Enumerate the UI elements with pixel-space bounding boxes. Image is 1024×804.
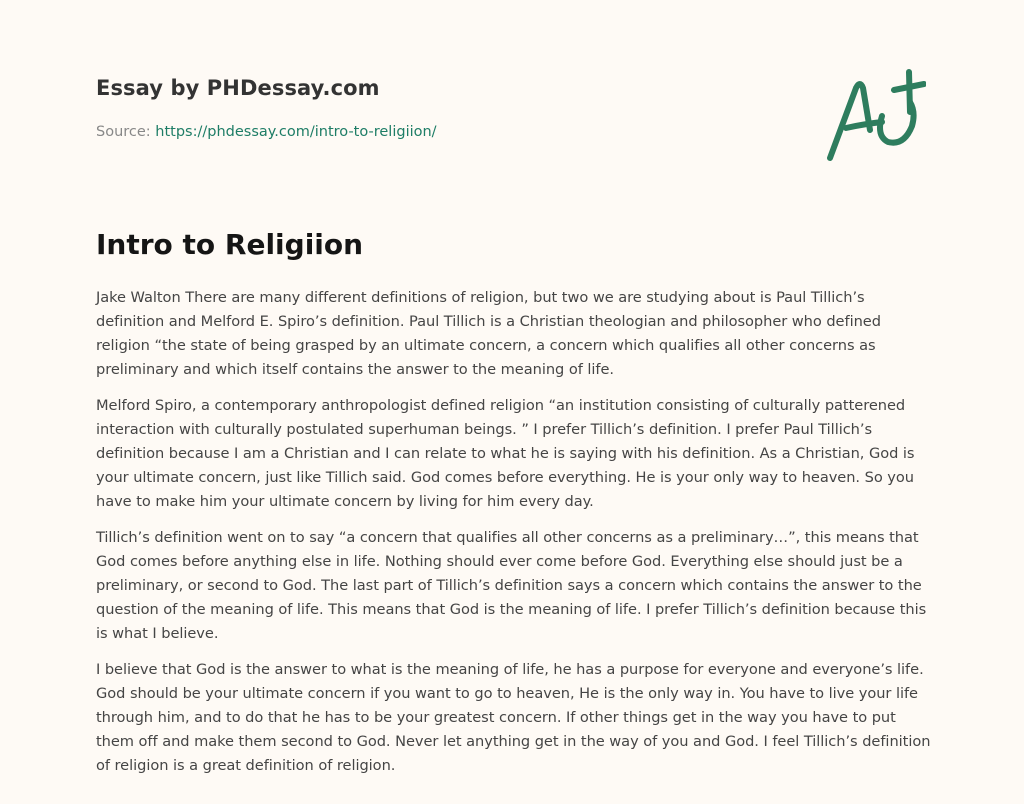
source-label: Source: <box>96 124 151 140</box>
source-line <box>96 124 437 140</box>
essay-paragraph-2: Melford Spiro, a contemporary anthropologist defined religion “an institution consisting of culturally patterened interaction with culturally postulated superhuman beings. ” I prefer Tillich’s definition. I prefer Paul Tillich’s definition because I am a Christian and I can relate to what he is saying with his definition. As a Christian, God is your ultimate concern, just like Tillich said. God comes before everything. He is your only way to heaven. So you have to make him your ultimate concern by living for him every day. <box>96 397 915 510</box>
essay-paragraph-4: I believe that God is the answer to what is the meaning of life, he has a purpose for everyone and everyone’s life. God should be your ultimate concern if you want to go to heaven, He is the only way in. You have to live your life through him, and to do that he has to be your greatest concern. If other things get in the way you have to put them off and make them second to God. Never let anything get in the way of you and God. I feel Tillich’s definition of religion is a great definition of religion. <box>96 661 931 774</box>
site-title: Essay by PHDessay.com <box>96 76 380 100</box>
essay-paragraph-1: Jake Walton There are many different definitions of religion, but two we are studying about is Paul Tillich’s definition and Melford E. Spiro’s definition. Paul Tillich is a Christian theologian and philosopher who defined religion “the state of being grasped by an ultimate concern, a concern which qualifies all other concerns as preliminary and which itself contains the answer to the meaning of life. <box>96 289 881 378</box>
essay-paragraph-3: Tillich’s definition went on to say “a concern that qualifies all other concerns as a preliminary…”, this means that God comes before anything else in life. Nothing should ever come before God. Everything else should just be a preliminary, or second to God. The last part of Tillich’s definition says a concern which contains the answer to the question of the meaning of life. This means that God is the meaning of life. I prefer Tillich’s definition because this is what I believe. <box>96 529 927 642</box>
essay-content <box>96 226 932 790</box>
a-plus-grade-icon <box>826 68 926 164</box>
page-header <box>96 0 936 200</box>
essay-title: Intro to Religiion <box>96 228 364 261</box>
source-link[interactable]: https://phdessay.com/intro-to-religiion/ <box>155 124 437 140</box>
